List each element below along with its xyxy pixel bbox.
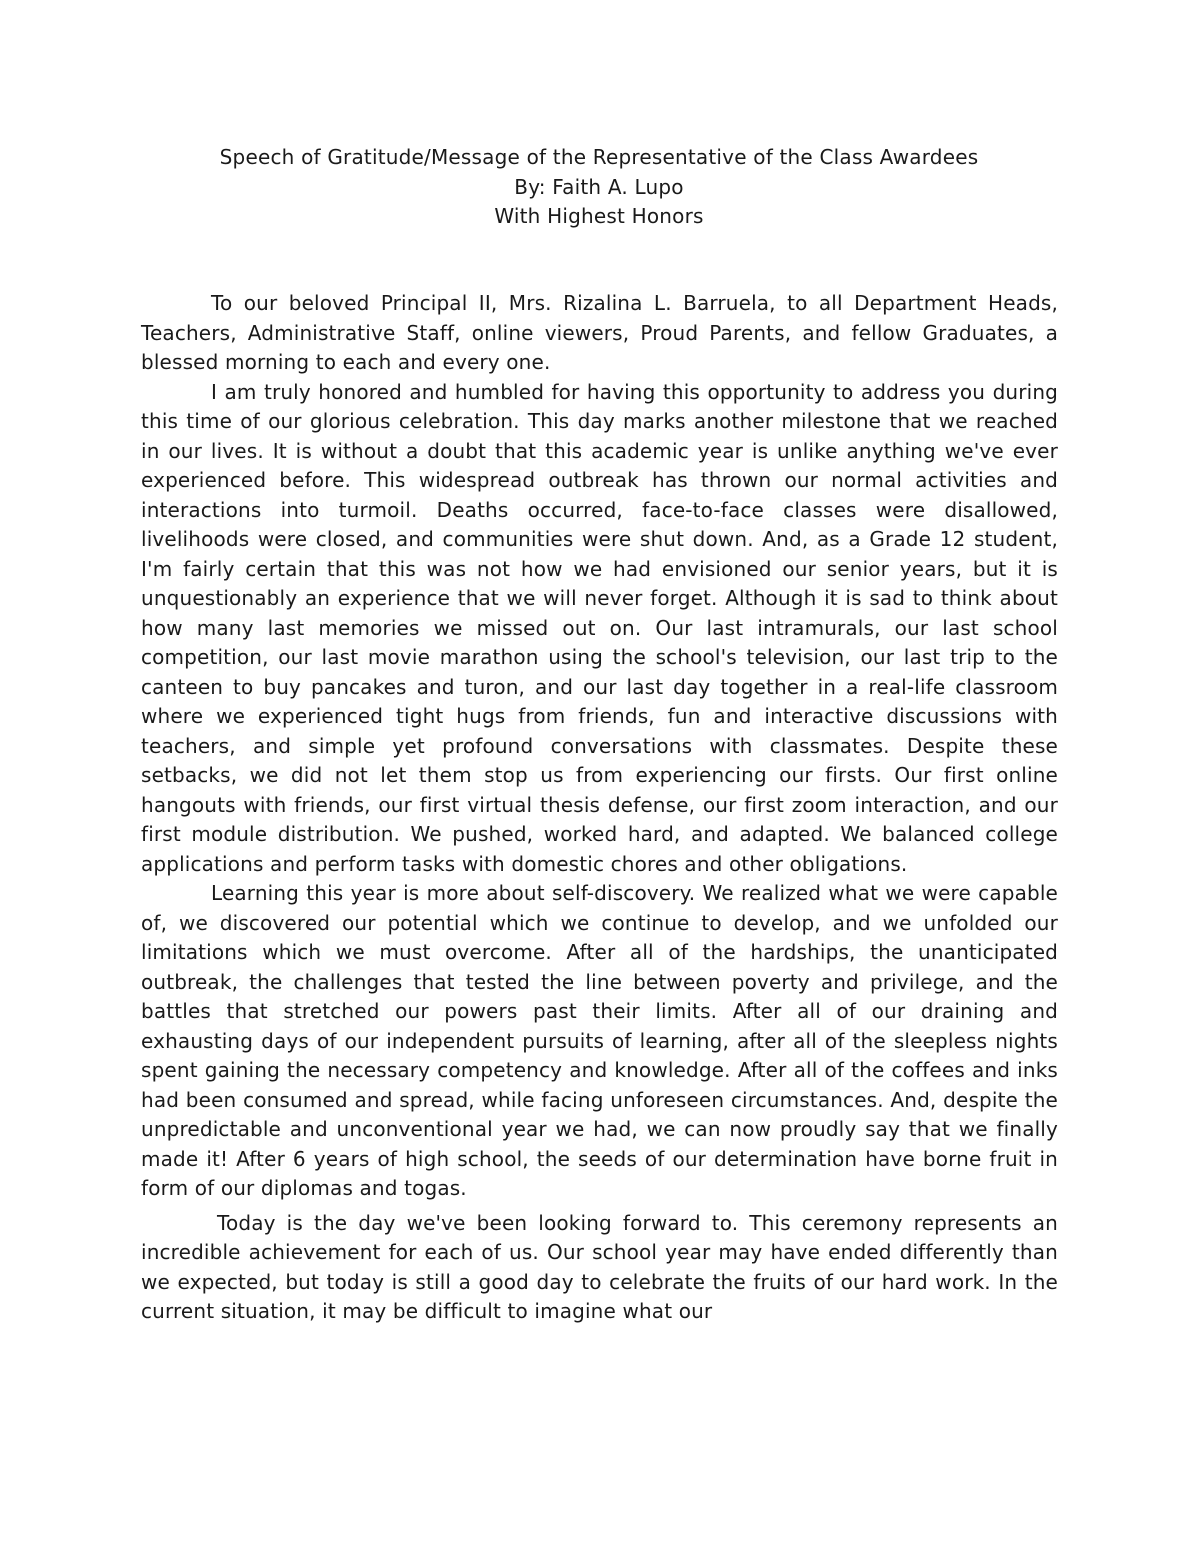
speech-title: Speech of Gratitude/Message of the Representative of the Class Awardees bbox=[219, 145, 979, 169]
paragraph-honored: I am truly honored and humbled for having this opportunity to address you during this time of our glorious celebration. This day marks another milestone that we reached in our lives. It is without a doubt that this academic year is unlike anything we've ever experienced before. This widespread outbreak has thrown our normal activities and interactions into turmoil. Deaths occurred, face-to-face classes were disallowed, livelihoods were closed, and communities were shut down. And, as a Grade 12 student, I'm fairly certain that this was not how we had envisioned our senior years, but it is unquestionably an experience that we will never forget. Although it is sad to think about how many last memories we missed out on. Our last intramurals, our last school competition, our last movie marathon using the school's television, our last trip to the canteen to buy pancakes and turon, and our last day together in a real-life classroom where we experienced tight hugs from friends, fun and interactive discussions with teachers, and simple yet profound conversations with classmates. Despite these setbacks, we did not let them stop us from experiencing our firsts. Our first online hangouts with friends, our first virtual thesis defense, our first zoom interaction, and our first module distribution. We pushed, worked hard, and adapted. We balanced college applications and perform tasks with domestic chores and other obligations. bbox=[141, 379, 1058, 876]
paragraph-learning: Learning this year is more about self-discovery. We realized what we were capable of, we discovered our potential which we continue to develop, and we unfolded our limitations which we must overcome. After all of the hardships, the unanticipated outbreak, the challenges that tested the line between poverty and privilege, and the battles that stretched our powers past their limits. After all of our draining and exhausting days of our independent pursuits of learning, after all of the sleepless nights spent gaining the necessary competency and knowledge. After all of the coffees and inks had been consumed and spread, while facing unforeseen circumstances. And, despite the unpredictable and unconventional year we had, we can now proudly say that we finally made it! After 6 years of high school, the seeds of our determination have borne fruit in form of our diplomas and togas. bbox=[141, 881, 1058, 1200]
speech-header bbox=[140, 143, 1058, 232]
paragraph-greeting: To our beloved Principal II, Mrs. Rizalina L. Barruela, to all Department Heads, Teachers, Administrative Staff, online viewers, Proud Parents, and fellow Graduates, a blessed morning to each and every one. bbox=[141, 291, 1058, 374]
speech-honor: With Highest Honors bbox=[494, 204, 704, 228]
paragraph-today: Today is the day we've been looking forward to. This ceremony represents an incredible achievement for each of us. Our school year may have ended differently than we expected, but today is still a good day to celebrate the fruits of our hard work. In the current situation, it may be difficult to imagine what our bbox=[141, 1210, 1058, 1323]
speech-body bbox=[141, 289, 1058, 1327]
speech-author: By: Faith A. Lupo bbox=[514, 174, 684, 199]
